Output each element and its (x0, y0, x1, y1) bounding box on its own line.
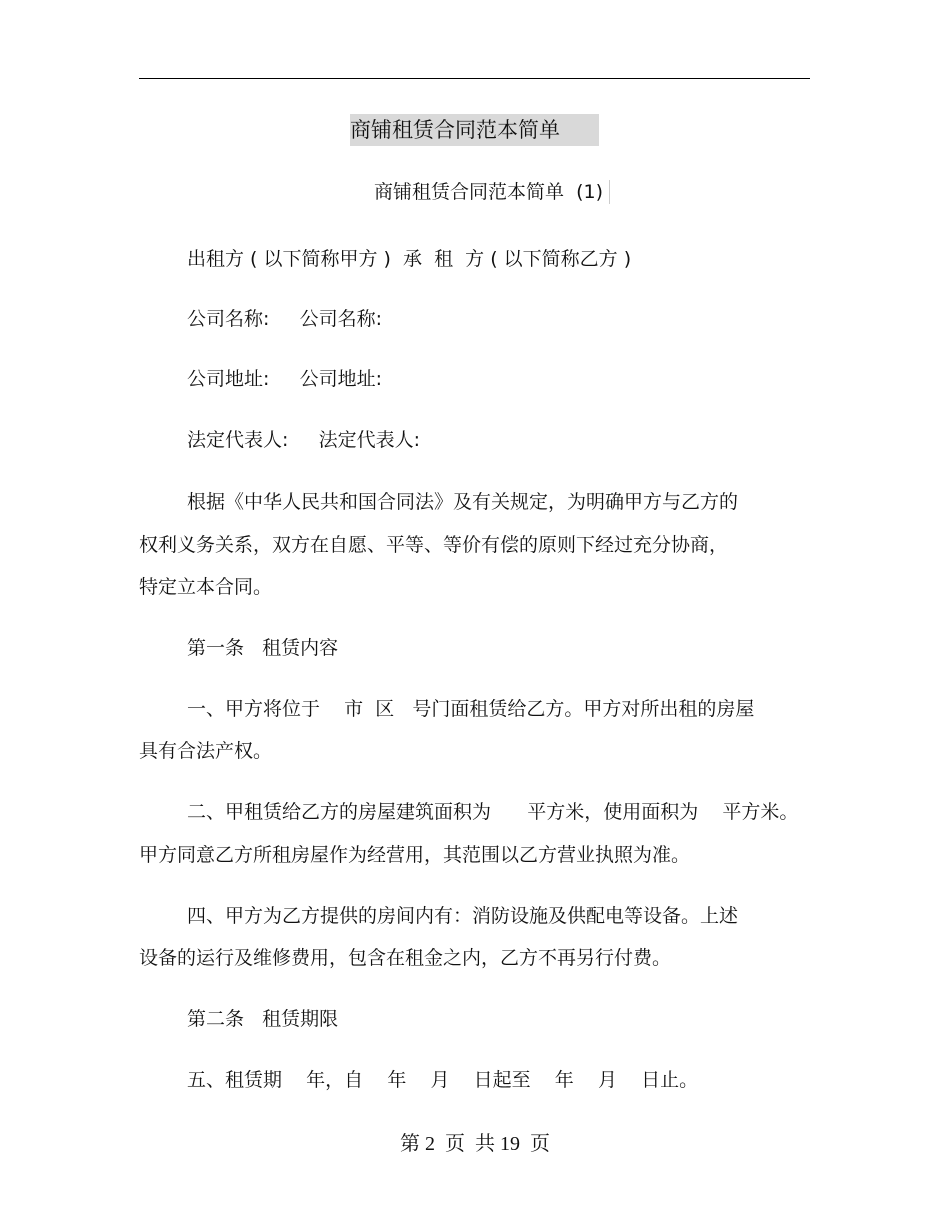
header-rule (139, 78, 810, 79)
legal-rep-line: 法定代表人: 法定代表人: (187, 429, 421, 451)
preamble-line-1: 根据《中华人民共和国合同法》及有关规定，为明确甲方与乙方的 (187, 491, 739, 513)
clause-2-line-2: 甲方同意乙方所租房屋作为经营用，其范围以乙方营业执照为准。 (139, 844, 691, 866)
clause-5-line-1: 五、租赁期 年，自 年 月 日起至 年 月 日止。 (187, 1069, 699, 1091)
article-2-heading: 第二条 租赁期限 (187, 1008, 339, 1030)
clause-1-line-2: 具有合法产权。 (139, 740, 273, 762)
document-subtitle: 商铺租赁合同范本简单 (1) (374, 180, 610, 204)
clause-1-line-1: 一、甲方将位于 市 区 号门面租赁给乙方。甲方对所出租的房屋 (187, 698, 755, 720)
document-title: 商铺租赁合同范本简单 (350, 114, 599, 146)
company-name-line: 公司名称: 公司名称: (187, 308, 383, 330)
preamble-line-3: 特定立本合同。 (139, 576, 273, 598)
clause-2-line-1: 二、甲租赁给乙方的房屋建筑面积为 平方米，使用面积为 平方米。 (187, 801, 799, 823)
parties-line: 出租方 ( 以下简称甲方 ) 承 租 方 ( 以下简称乙方 ) (187, 248, 632, 270)
clause-4-line-2: 设备的运行及维修费用，包含在租金之内，乙方不再另行付费。 (139, 947, 672, 969)
preamble-line-2: 权利义务关系，双方在自愿、平等、等价有偿的原则下经过充分协商， (139, 534, 729, 556)
page-number: 第 2 页 共 19 页 (400, 1133, 550, 1155)
company-address-line: 公司地址: 公司地址: (187, 368, 383, 390)
clause-4-line-1: 四、甲方为乙方提供的房间内有：消防设施及供配电等设备。上述 (187, 905, 739, 927)
article-1-heading: 第一条 租赁内容 (187, 637, 339, 659)
